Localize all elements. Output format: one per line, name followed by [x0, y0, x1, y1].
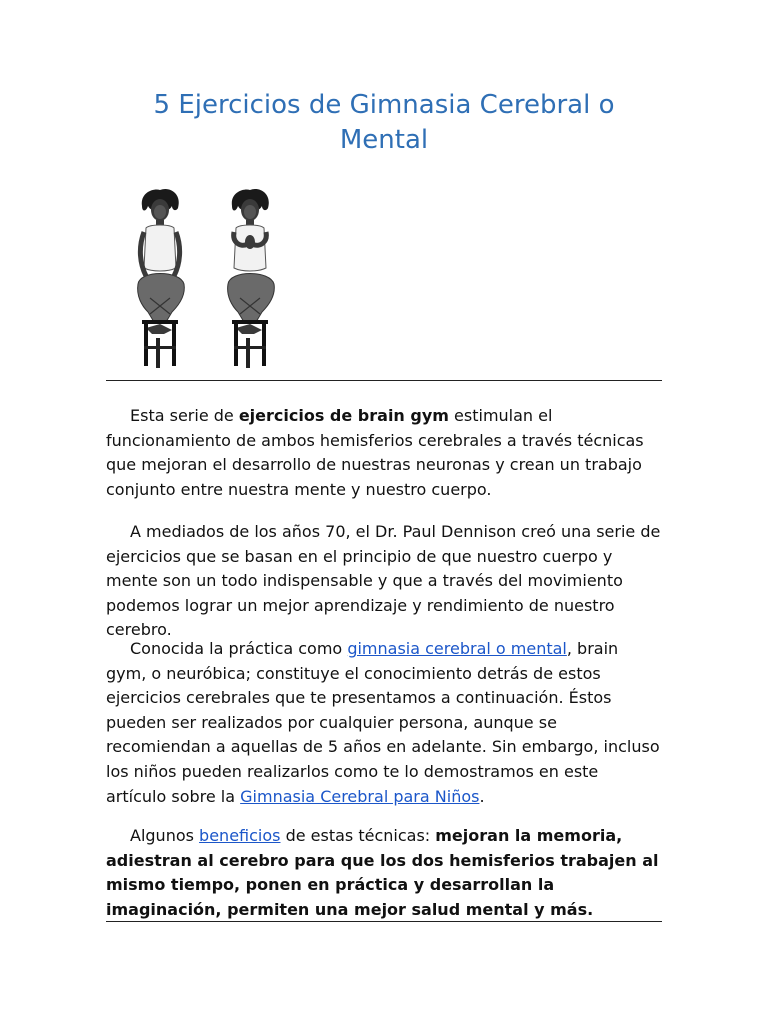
top-divider [106, 380, 662, 381]
bottom-divider [106, 921, 662, 922]
link-gimnasia-ninos[interactable]: Gimnasia Cerebral para Niños [240, 786, 480, 806]
p4-text: Algunos [130, 826, 200, 845]
link-gimnasia-cerebral[interactable]: gimnasia cerebral o mental [347, 639, 567, 658]
p1-bold-text: ejercicios de brain gym [238, 406, 449, 425]
paragraph-history: A mediados de los años 70, el Dr. Paul Dennison creó una serie de ejercicios que se basan en el principio de que nuestro cuerpo y mente son un todo indispensable y que a través del movimiento podemos lograr un mejor aprendizaje y rendimiento de nuestro cerebro. [106, 522, 661, 640]
paragraph-practice [106, 637, 662, 809]
p1-text-rest: estimulan el funcionamiento de ambos hemisferios cerebrales a través técnicas que mejoran el desarrollo de nuestras neuronas y crean un trabajo conjunto entre nuestra mente y nuestro cuerpo. [106, 406, 644, 499]
p1-text: Esta serie de [130, 406, 239, 425]
p4-bold-text: mejoran la memoria, adiestran al cerebro para que los dos hemisferios trabajen al mismo tiempo, ponen en práctica y desarrollan la imaginación, permiten una mejor salud mental y más. [106, 826, 659, 919]
p3-text-middle: , brain gym, o neuróbica; constituye el conocimiento detrás de estos ejercicios cerebrales que te presentamos a continuación. Éstos pueden ser realizados por cualquier persona, aunque se recomiendan a aquellas de 5 años en adelante. Sin embargo, incluso los niños pueden realizarlos como te lo demostramos en este artículo sobre la [106, 639, 660, 806]
paragraph-intro [106, 404, 662, 502]
paragraph-benefits [106, 824, 662, 922]
p3-text-end: . [479, 786, 485, 806]
p4-text-middle: de estas técnicas: [280, 826, 436, 845]
document-title: 5 Ejercicios de Gimnasia Cerebral o Mental [153, 90, 615, 155]
p3-text: Conocida la práctica como [130, 639, 348, 658]
seated-figures-icon [128, 176, 308, 376]
link-beneficios[interactable]: beneficios [199, 826, 281, 845]
brain-gym-figures-image [128, 176, 308, 376]
